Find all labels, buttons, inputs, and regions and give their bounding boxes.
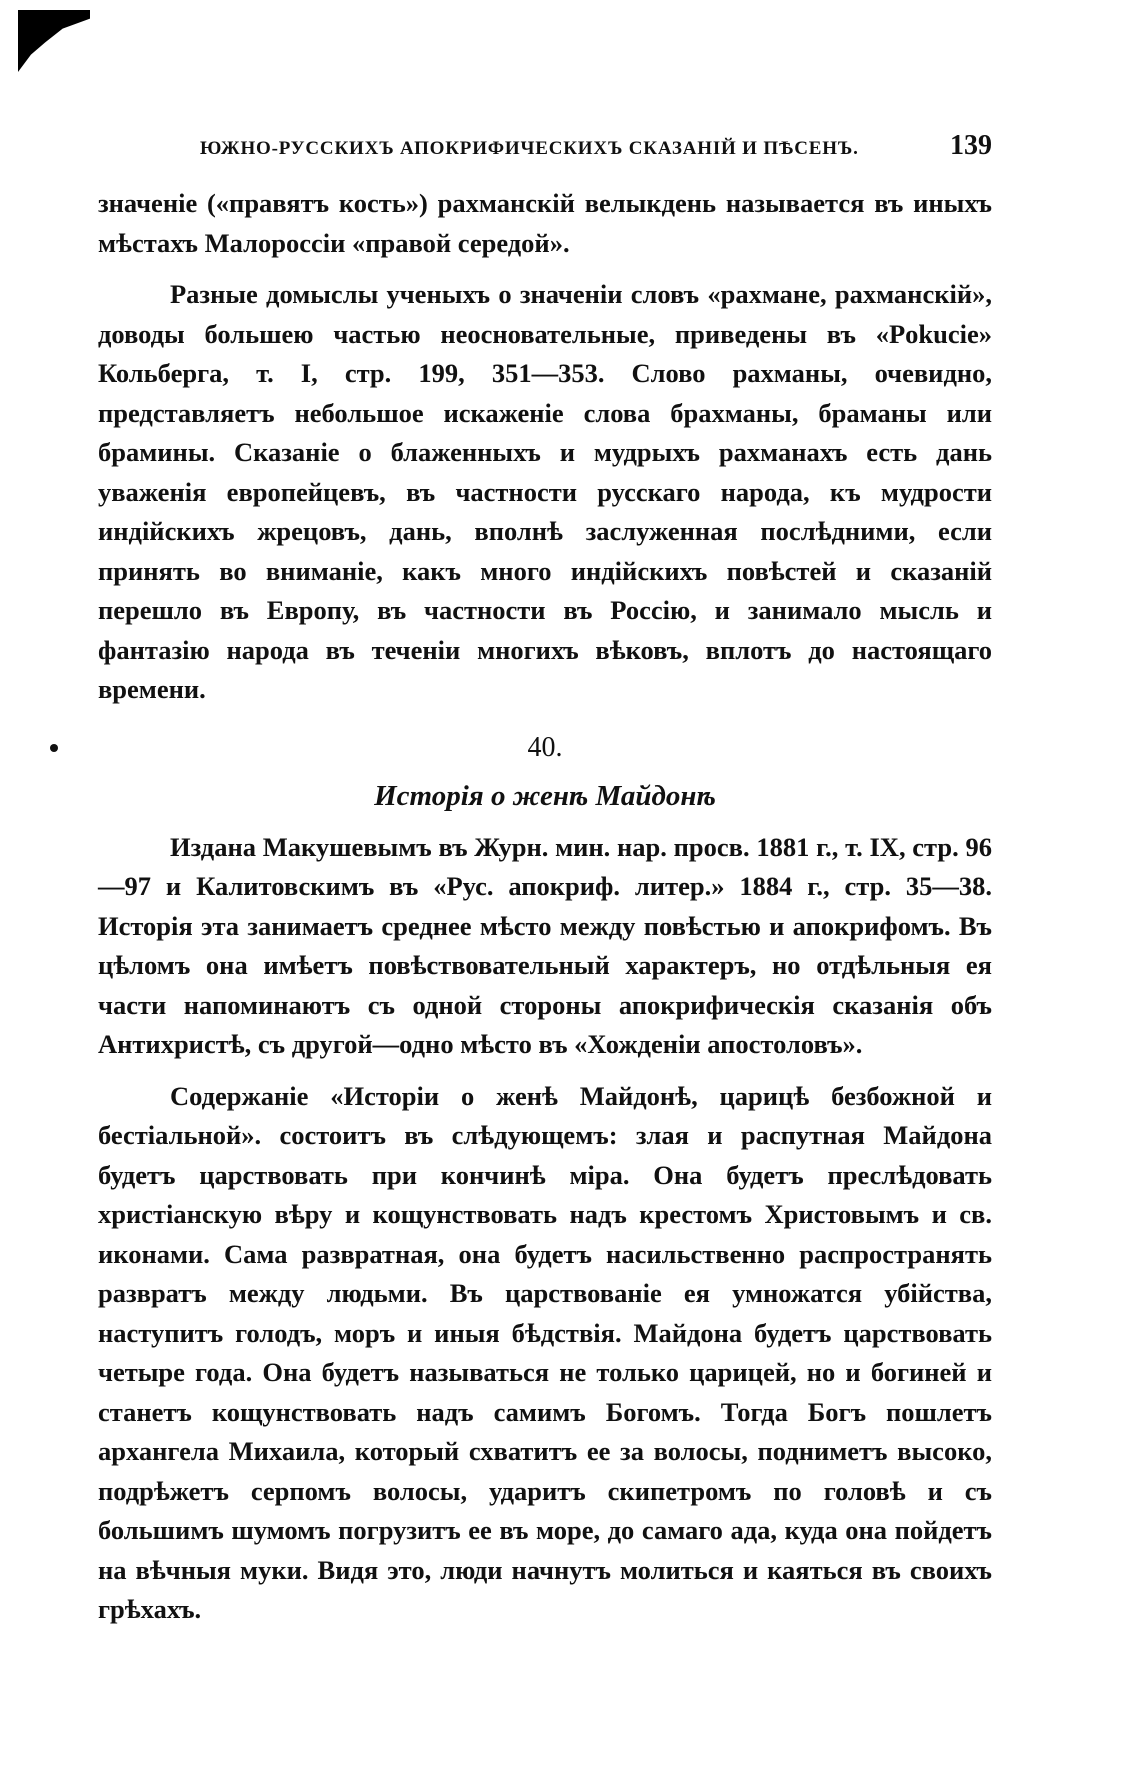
section-number: 40. — [527, 731, 563, 763]
book-page — [98, 128, 992, 1630]
scan-corner-mark — [18, 10, 90, 72]
paragraph-4: Содержаніе «Исторіи о женѣ Майдонѣ, царицѣ безбожной и бестіальной». состоитъ въ слѣдующемъ: злая и распутная Майдона будетъ царствовать при кончинѣ міра. Она будетъ преслѣдовать христіанскую вѣру и кощунствовать надъ крестомъ Христовымъ и св. иконами. Сама развратная, она будетъ насильственно распространять развратъ между людьми. Въ царствованіе ея умножатся убійства, наступитъ голодъ, моръ и иныя бѣдствія. Майдона будетъ царствовать четыре года. Она будетъ называться не только царицей, но и богиней и станетъ кощунствовать надъ самимъ Богомъ. Тогда Богъ пошлетъ архангела Михаила, который схватитъ ее за волосы, подниметъ высоко, подрѣжетъ серпомъ волосы, ударитъ скипетромъ по головѣ и съ большимъ шумомъ погрузитъ ее въ море, до самаго ада, куда она пойдетъ на вѣчныя муки. Видя это, люди начнутъ молиться и каяться въ своихъ грѣхахъ. — [98, 1080, 992, 1624]
running-head — [98, 128, 992, 176]
paragraph-3: Издана Макушевымъ въ Журн. мин. нар. просв. 1881 г., т. IX, стр. 96—97 и Калитовскимъ въ «Рус. апокриф. литер.» 1884 г., стр. 35—38. Исторія эта занимаетъ среднее мѣсто между повѣстью и апокрифомъ. Въ цѣломъ она имѣетъ повѣствовательный характеръ, но отдѣльныя ея части напоминаютъ съ одной стороны апокрифическія сказанія объ Антихристѣ, съ другой—одно мѣсто въ «Хожденіи апостоловъ». — [98, 831, 992, 1059]
paragraph-1: значеніе («правятъ кость») рахманскій велыкдень называется въ иныхъ мѣстахъ Малороссіи «правой середой». — [98, 188, 992, 258]
scan-dot — [50, 744, 58, 752]
page-number: 139 — [950, 130, 992, 161]
spacer — [98, 1065, 992, 1077]
spacer — [98, 263, 992, 275]
running-title: ЮЖНО-РУССКИХЪ АПОКРИФИЧЕСКИХЪ СКАЗАНІЙ И ПѢСЕНЪ. — [200, 138, 859, 159]
section-title: Исторія о женѣ Майдонѣ — [374, 779, 716, 812]
spacer — [98, 816, 992, 828]
paragraph-2: Разные домыслы ученыхъ о значеніи словъ «рахмане, рахманскій», доводы большею частью неосновательные, приведены въ «Pokucie» Кольберга, т. I, стр. 199, 351—353. Слово рахманы, очевидно, представляетъ небольшое искаженіе слова брахманы, браманы или брамины. Сказаніе о блаженныхъ и мудрыхъ рахманахъ есть дань уваженія европейцевъ, въ частности русскаго народа, къ мудрости индійскихъ жрецовъ, дань, вполнѣ заслуженная послѣдними, если принять во вниманіе, какъ много индійскихъ повѣстей и сказаній перешло въ Европу, въ частности въ Россію, и занимало мысль и фантазію народа въ теченіи многихъ вѣковъ, вплотъ до настоящаго времени. — [98, 279, 992, 704]
